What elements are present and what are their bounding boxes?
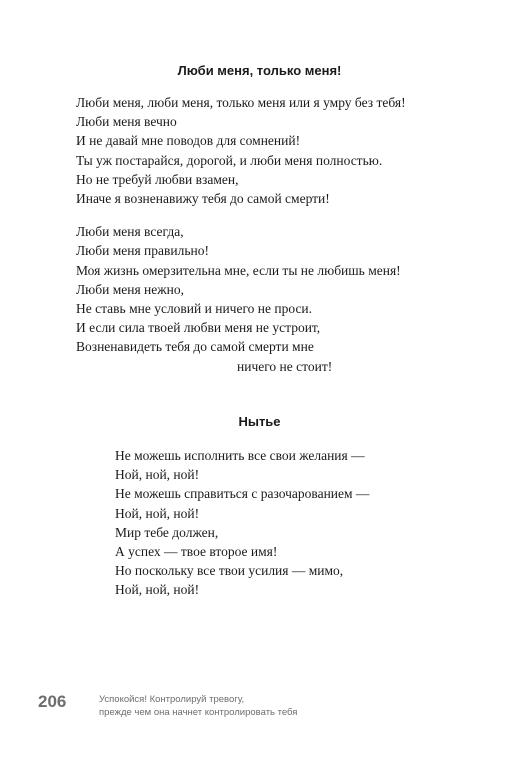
page-number: 206 — [38, 692, 67, 711]
poem-line: А успех — твое второе имя! — [115, 544, 278, 560]
poem-line: Не ставь мне условий и ничего не проси. — [76, 301, 313, 317]
poem-line: Люби меня нежно, — [76, 281, 184, 297]
poem-line: И не давай мне поводов для сомнений! — [76, 133, 301, 149]
poem-line: Но не требуй любви взамен, — [76, 171, 239, 187]
poem-line: Мир тебе должен, — [115, 524, 219, 540]
poem-title-whining: Нытье — [238, 414, 281, 429]
poem-line: Не можешь справиться с разочарованием — — [115, 486, 370, 502]
poem-love-me — [76, 93, 406, 390]
poem-line: Люби меня правильно! — [76, 243, 209, 259]
poem-whining — [115, 446, 369, 600]
running-title-line-2: прежде чем она начнет контролировать тебя — [99, 706, 298, 718]
poem-line: Люби меня всегда, — [76, 224, 184, 240]
poem-line: Возненавидеть тебя до самой смерти мне — [76, 339, 314, 355]
poem-line: Но поскольку все твои усилия — мимо, — [115, 563, 344, 579]
poem-line: И если сила твоей любви меня не устроит, — [76, 320, 321, 336]
poem-line: Иначе я возненавижу тебя до самой смерти! — [76, 191, 330, 207]
poem-line: Не можешь исполнить все свои желания — — [115, 448, 365, 463]
poem-line: Люби меня вечно — [76, 114, 177, 130]
poem-title-love-me: Люби меня, только меня! — [177, 63, 342, 78]
running-title — [99, 694, 297, 719]
poem-line: Ной, ной, ной! — [115, 505, 200, 521]
poem-line: Моя жизнь омерзительна мне, если ты не любишь меня! — [76, 262, 401, 278]
poem-line: Ной, ной, ной! — [115, 467, 200, 483]
stanza-2 — [76, 222, 406, 376]
poem-line: Ты уж постарайся, дорогой, и люби меня полностью. — [76, 152, 383, 168]
stanza-1 — [76, 93, 406, 208]
poem-line: Ной, ной, ной! — [115, 582, 200, 598]
running-title-line-1: Успокойся! Контролируй тревогу, — [99, 694, 245, 705]
poem-line: Люби меня, люби меня, только меня или я умру без тебя! — [76, 95, 406, 110]
poem-line: ничего не стоит! — [237, 358, 333, 374]
